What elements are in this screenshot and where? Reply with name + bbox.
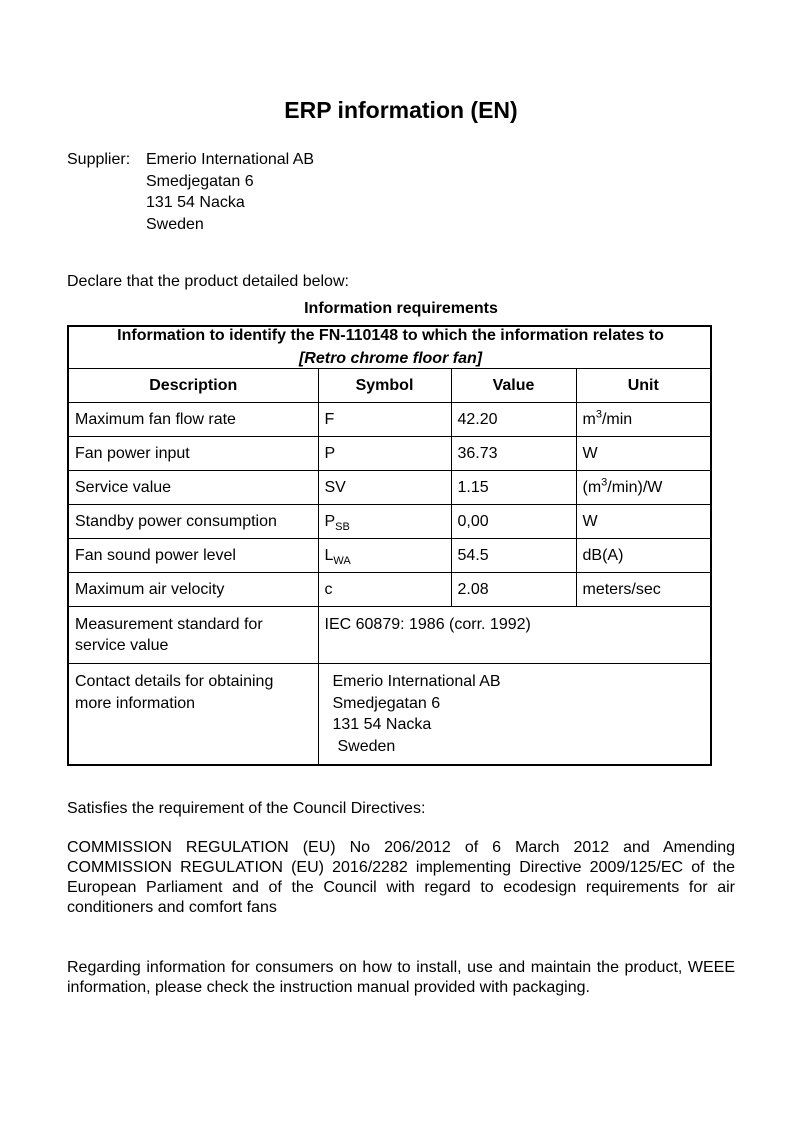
row-symbol — [318, 573, 451, 607]
product-id-header-row — [68, 326, 711, 369]
table-row — [68, 403, 711, 437]
supplier-address-line: Sweden — [146, 215, 204, 233]
row-value: 54.5 — [451, 539, 576, 573]
column-header-symbol: Symbol — [318, 369, 451, 403]
row-value: 1.15 — [451, 471, 576, 505]
satisfies-statement: Satisfies the requirement of the Council Directives: — [67, 800, 426, 817]
supplier-address-line: Smedjegatan 6 — [146, 172, 254, 190]
supplier-label: Supplier: — [67, 151, 131, 168]
column-header-row — [68, 369, 711, 403]
row-unit — [576, 471, 711, 505]
measurement-description: Measurement standard for service value — [68, 607, 318, 664]
supplier-block — [67, 149, 735, 235]
row-value: 42.20 — [451, 403, 576, 437]
row-symbol — [318, 505, 451, 539]
unit-text: W — [582, 512, 598, 530]
row-symbol — [318, 471, 451, 505]
table-row — [68, 505, 711, 539]
measurement-value: IEC 60879: 1986 (corr. 1992) — [318, 607, 711, 664]
product-id-header-cell — [68, 326, 711, 369]
row-value: 2.08 — [451, 573, 576, 607]
row-value: 36.73 — [451, 437, 576, 471]
column-header-value: Value — [451, 369, 576, 403]
row-description: Standby power consumption — [68, 505, 318, 539]
unit-text: W — [582, 444, 598, 462]
unit-superscript: 3 — [601, 476, 608, 489]
product-name-line: [Retro chrome floor fan] — [298, 350, 483, 367]
info-table-body — [68, 326, 711, 765]
symbol-subscript: WA — [333, 554, 351, 567]
row-unit — [576, 437, 711, 471]
table-row — [68, 437, 711, 471]
contact-address-cell — [318, 664, 711, 766]
row-description: Fan sound power level — [68, 539, 318, 573]
row-description: Fan power input — [68, 437, 318, 471]
contact-description: Contact details for obtaining more information — [68, 664, 318, 766]
row-unit — [576, 539, 711, 573]
row-symbol — [318, 403, 451, 437]
row-unit — [576, 505, 711, 539]
supplier-address — [146, 149, 314, 235]
row-description: Service value — [68, 471, 318, 505]
product-id-line: Information to identify the FN-110148 to which the information relates to — [117, 327, 664, 344]
row-unit — [576, 403, 711, 437]
symbol-base: P — [324, 444, 336, 462]
column-header-unit: Unit — [576, 369, 711, 403]
table-row — [68, 573, 711, 607]
row-unit — [576, 573, 711, 607]
symbol-base: SV — [324, 478, 346, 496]
unit-superscript: 3 — [595, 408, 602, 421]
symbol-base: L — [324, 546, 334, 564]
unit-text: /min — [601, 410, 633, 428]
row-description: Maximum fan flow rate — [68, 403, 318, 437]
table-row — [68, 471, 711, 505]
unit-text: m — [582, 410, 596, 428]
contact-address-line: Emerio International AB — [332, 673, 501, 690]
contact-address-line: 131 54 Nacka — [332, 716, 432, 733]
information-requirements-table — [67, 325, 712, 766]
contact-row — [68, 664, 711, 766]
contact-address — [325, 671, 707, 757]
measurement-row — [68, 607, 711, 664]
symbol-base: F — [324, 410, 335, 428]
table-title: Information requirements — [304, 300, 498, 317]
unit-text: /min)/W — [607, 478, 663, 496]
page-title: ERP information (EN) — [284, 97, 518, 123]
unit-text: meters/sec — [582, 580, 661, 598]
row-symbol — [318, 539, 451, 573]
row-symbol — [318, 437, 451, 471]
supplier-address-line: Emerio International AB — [146, 151, 315, 168]
row-description: Maximum air velocity — [68, 573, 318, 607]
symbol-subscript: SB — [335, 520, 350, 533]
column-header-description: Description — [68, 369, 318, 403]
symbol-base: c — [324, 580, 333, 598]
unit-text: (m — [582, 478, 602, 496]
table-row — [68, 539, 711, 573]
row-value: 0,00 — [451, 505, 576, 539]
contact-address-line: Sweden — [337, 737, 396, 755]
consumer-info-paragraph: Regarding information for consumers on how to install, use and maintain the product, WEEE information, please check the instruction manual provided with packaging. — [67, 959, 735, 996]
declare-statement: Declare that the product detailed below: — [67, 273, 349, 290]
symbol-base: P — [324, 512, 336, 530]
regulation-paragraph: COMMISSION REGULATION (EU) No 206/2012 of 6 March 2012 and Amending COMMISSION REGULATION (EU) 2016/2282 implementing Directive 2009/125/EC of the European Parliament and of the Council with regard to ecodesign requirements for air conditioners and comfort fans — [67, 839, 735, 916]
contact-address-line: Smedjegatan 6 — [332, 694, 441, 712]
supplier-address-line: 131 54 Nacka — [146, 194, 245, 211]
unit-text: dB(A) — [582, 546, 624, 564]
